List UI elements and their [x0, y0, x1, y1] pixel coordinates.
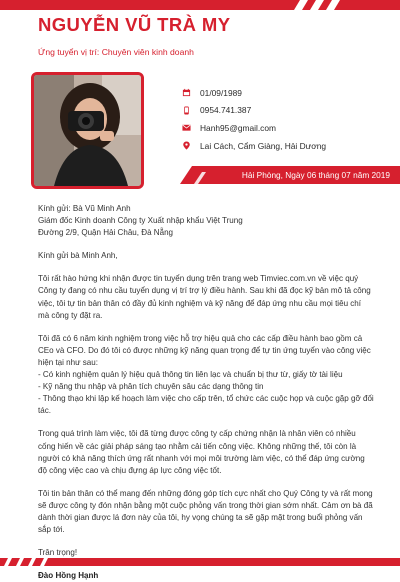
paragraph-closing-request: Tôi tin bản thân có thể mang đến những đóng góp tích cực nhất cho Quý Công ty và rất mong sẽ được công ty đón nhận bằng một cuộc phỏng vấn trong thời gian sớm nhất. Cảm ơn bà đã dành thời gian được lá đơn này của tôi, hy vọng chúng ta sẽ gặp mặt trong buổi phỏng vấn sắp tới.: [38, 488, 373, 535]
contact-list: [181, 84, 326, 154]
contact-row-birthdate: [181, 84, 326, 102]
profile-photo: [31, 72, 144, 189]
greeting: Kính gửi bà Minh Anh,: [38, 251, 118, 261]
place-date: Hải Phòng, Ngày 06 tháng 07 năm 2019: [241, 170, 390, 180]
contact-row-address: [181, 137, 326, 155]
date-banner: [180, 166, 400, 184]
calendar-icon: [181, 87, 192, 98]
recipient-title: Giám đốc Kinh doanh Công ty Xuất nhập khẩu Việt Trung: [38, 216, 243, 226]
list-item: - Thông thạo khi lập kế hoạch làm việc cho cấp trên, tổ chức các cuộc họp và cuộc gặp gỡ đối tác.: [38, 394, 374, 416]
recipient-line: Kính gửi: Bà Vũ Minh Anh: [38, 204, 131, 213]
paragraph-achievements: Trong quá trình làm việc, tôi đã từng được công ty cấp chứng nhận là nhân viên có nhiều cống hiến về các giải pháp sáng tạo nhằm cải tiến công việc. Không những thế, tôi còn là người có khả năng thích ứng rất nhanh với mọi môi trường làm việc, có thể đáp ứng cường độ công việc cao và chịu đựng áp lực công việc tốt.: [38, 429, 365, 475]
applicant-name: NGUYỄN VŨ TRÀ MY: [38, 14, 231, 35]
closing-phrase: Trân trọng!: [38, 548, 78, 558]
birthdate-text: 01/09/1989: [200, 87, 242, 98]
address-text: Lai Cách, Cẩm Giàng, Hải Dương: [200, 140, 327, 151]
top-decorative-stripe: [0, 0, 400, 10]
paragraph-experience: Tôi đã có 6 năm kinh nghiệm trong việc hỗ trợ hiệu quả cho các cấp điều hành bao gồm cả CEo và CFO. Do đó tôi có được những kỹ năng quan trọng để tự tin ứng tuyển vào công việc hiện tại như sau:: [38, 333, 371, 367]
recipient-block: [38, 203, 374, 239]
contact-row-phone: [181, 102, 326, 120]
location-icon: [181, 140, 192, 151]
paragraph-intro: Tôi rất hào hứng khi nhận được tin tuyển dụng trên trang web Timviec.com.vn về việc quý Công ty đang có nhu cầu tuyển dụng vị trí trợ lý điều hành. Sau khi đã đọc kỹ bản mô tả công việc, tôi tự tin bản thân có đầy đủ kinh nghiệm và kỹ năng để đáp ứng nhu cầu mọi tiêu chí mà công ty đặt ra.: [38, 274, 371, 320]
list-item: - Kỹ năng thu nhập và phân tích chuyên sâu các dạng thông tin: [38, 382, 264, 392]
applied-position: Ứng tuyển vị trí: Chuyên viên kinh doanh: [38, 47, 194, 57]
contact-row-email: [181, 119, 326, 137]
signature-name: Đào Hồng Hạnh: [38, 571, 99, 581]
letter-body: [38, 203, 374, 582]
list-item: - Có kinh nghiệm quản lý hiệu quả thông tin liên lạc và chuẩn bị thư từ, giấy tờ tài liệu: [38, 370, 343, 380]
phone-icon: [181, 105, 192, 116]
email-icon: [181, 122, 192, 133]
phone-text: 0954.741.387: [200, 105, 252, 116]
recipient-address: Đường 2/9, Quận Hải Châu, Đà Nẵng: [38, 228, 174, 238]
email-text: Hanh95@gmail.com: [200, 122, 277, 133]
bottom-decorative-stripe: [0, 554, 400, 566]
